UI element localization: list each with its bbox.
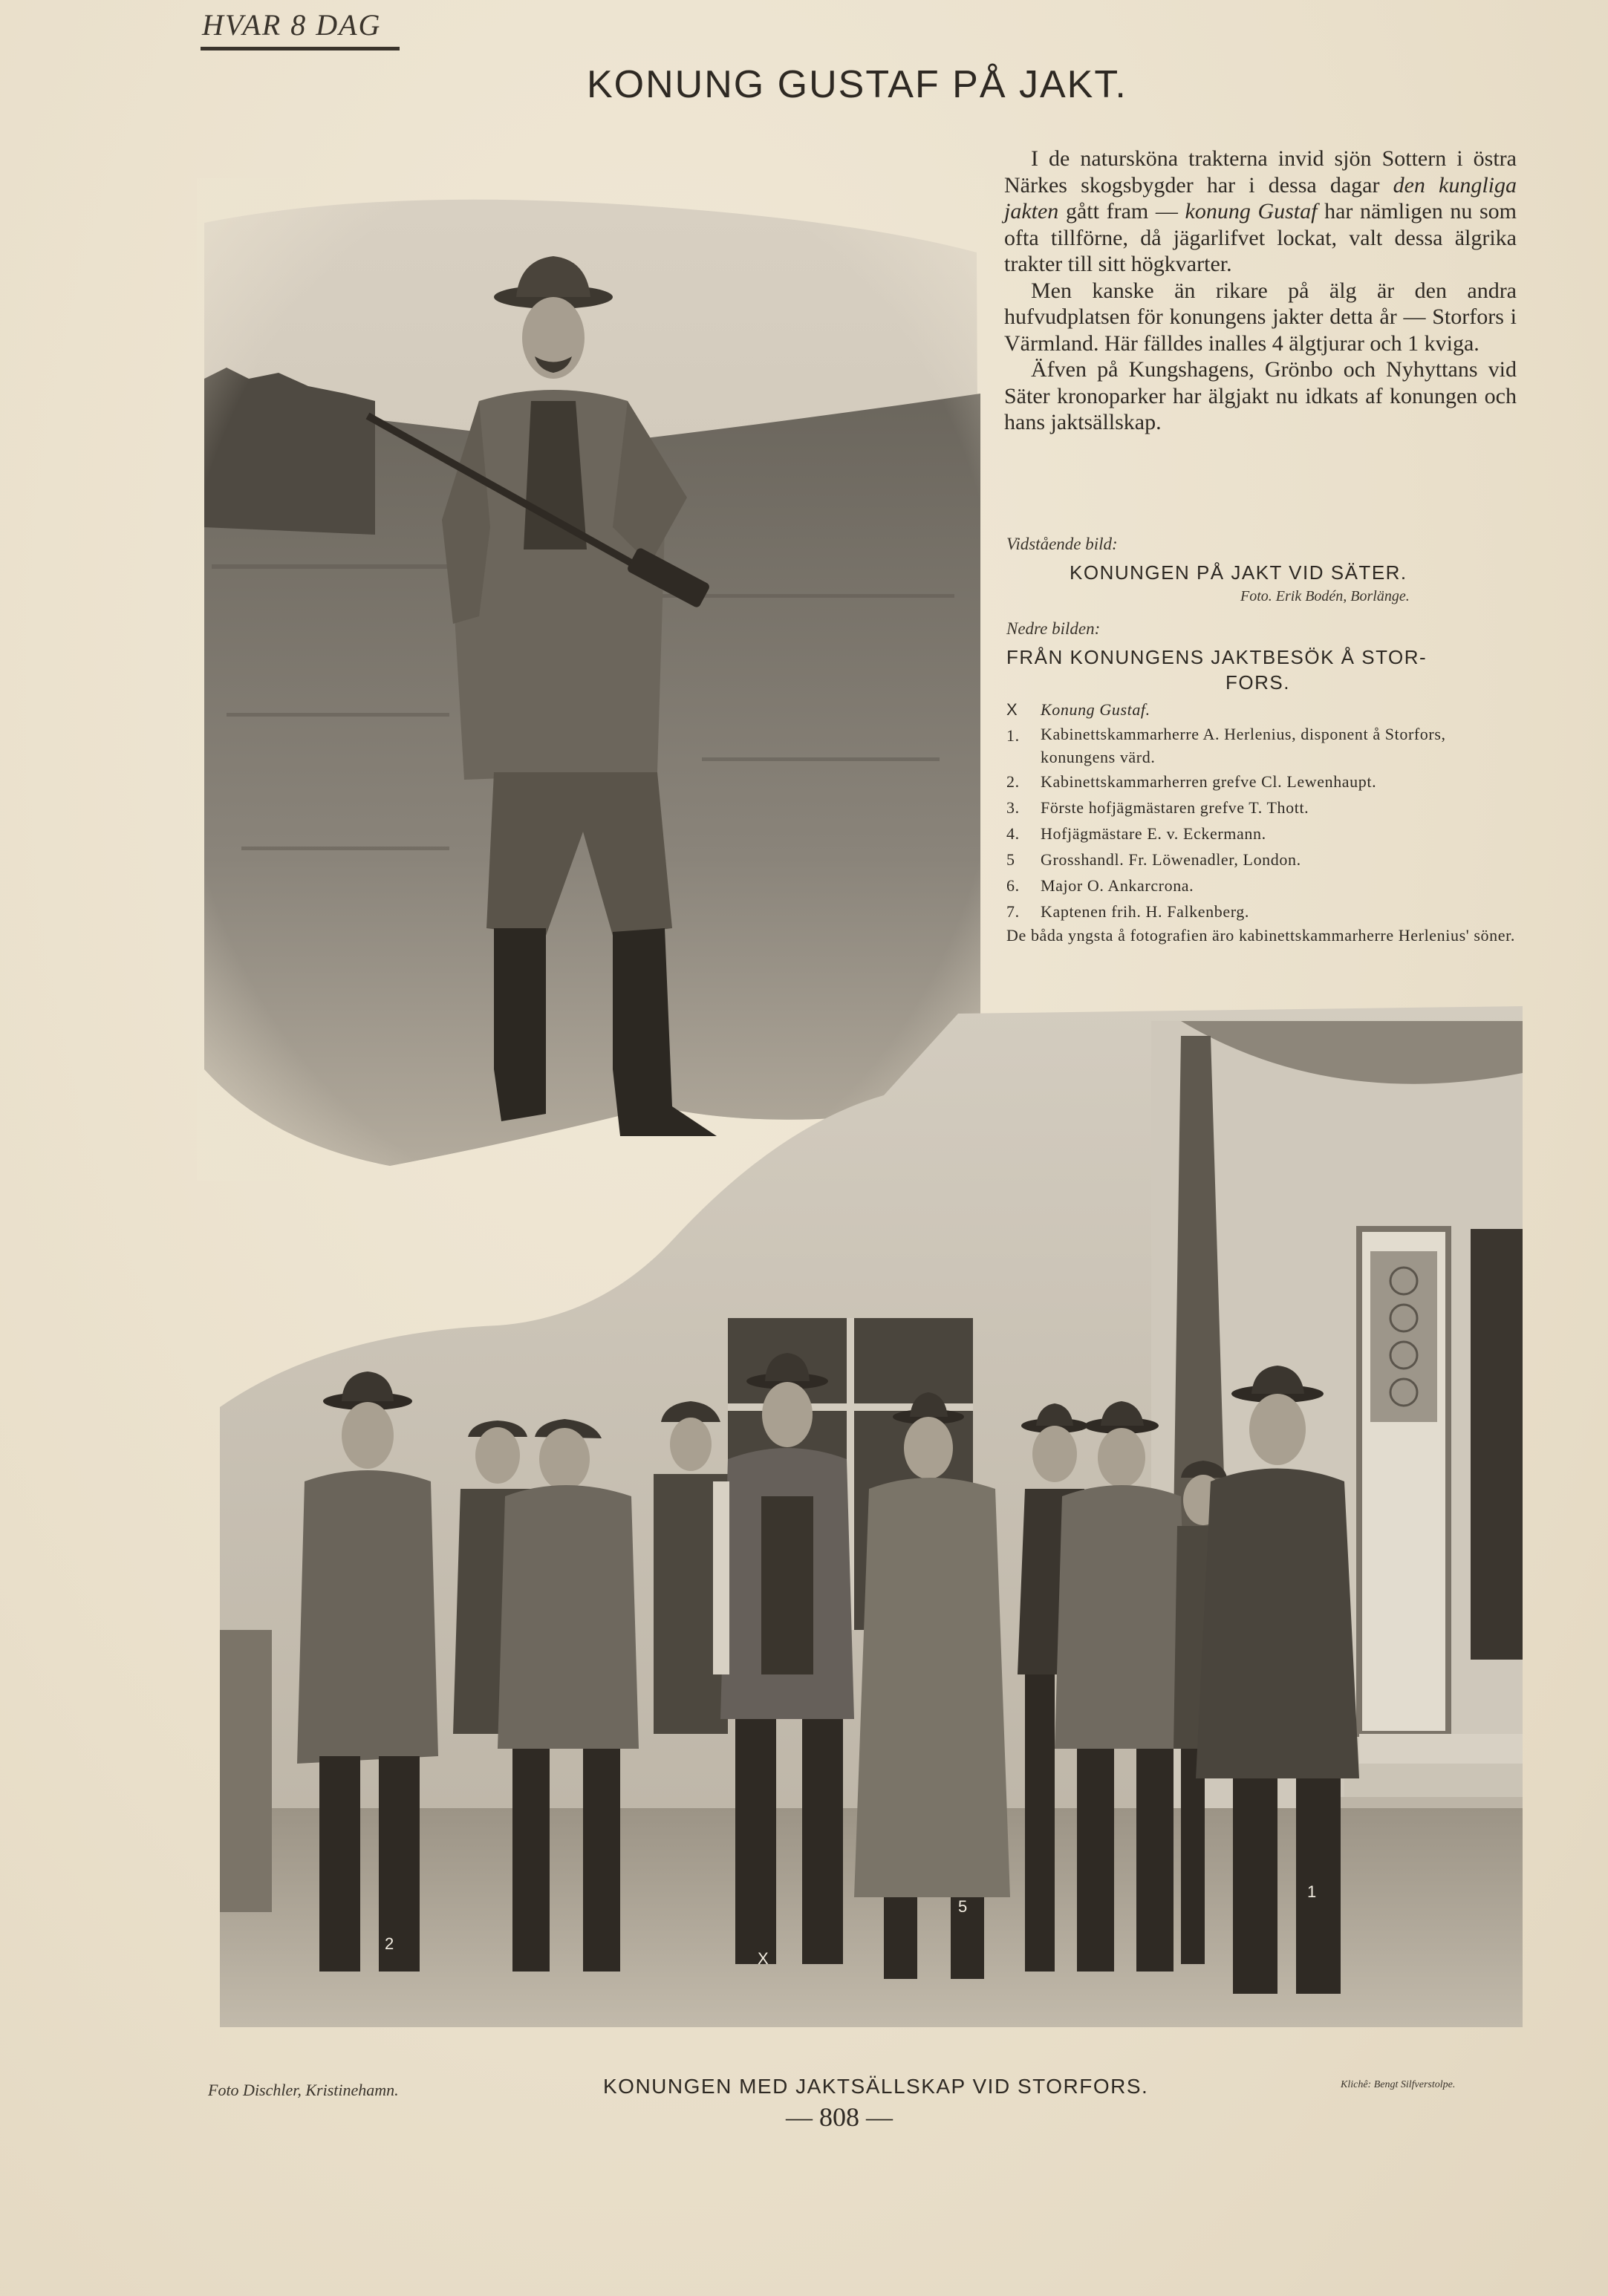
running-head: HVAR 8 DAG (201, 7, 400, 50)
legend-title-line-1: FRÅN KONUNGENS JAKTBESÖK Å STOR- (1006, 646, 1428, 668)
photo-label-x: X (758, 1949, 769, 1968)
legend-item: 3. Förste hofjägmästaren grefve T. Thott. (1006, 798, 1309, 817)
legend-item: 5 Grosshandl. Fr. Löwenadler, London. (1006, 850, 1301, 869)
legend-list (1006, 697, 1519, 946)
bottom-photo-credit: Foto Dischler, Kristinehamn. (208, 2081, 399, 2099)
top-caption-title: KONUNGEN PÅ JAKT VID SÄTER. (1070, 561, 1407, 584)
legend-item: 2. Kabinettskammarherren grefve Cl. Lewenhaupt. (1006, 772, 1377, 791)
article-paragraph-2: Men kanske än rikare på älg är den andra hufvudplatsen för konungens jakter detta år — Storfors i Värmland. Här fälldes inalles 4 älgtjurar och 1 kviga. (1004, 278, 1517, 356)
page-number: — 808 — (786, 2102, 893, 2132)
top-photo-credit: Foto. Erik Bodén, Borlänge. (1240, 588, 1410, 604)
hunting-party-photo (215, 1006, 1523, 2027)
legend-king-row (1006, 697, 1519, 723)
article-body (1004, 146, 1517, 436)
legend-note: De båda yngsta å fotografien äro kabinettskammarherre Herlenius' söner. (1006, 926, 1515, 945)
photo-label-2: 2 (385, 1934, 394, 1953)
legend-title-line-2: FORS. (1225, 671, 1290, 694)
bottom-caption: KONUNGEN MED JAKTSÄLLSKAP VID STORFORS. (603, 2075, 1149, 2098)
legend-item: 7. Kaptenen frih. H. Falkenberg. (1006, 902, 1249, 921)
engraver-credit: Klichê: Bengt Silfverstolpe. (1341, 2079, 1456, 2090)
king-marker: X (1006, 700, 1018, 719)
photo-label-1: 1 (1307, 1882, 1317, 1901)
legend-item: 6. Major O. Ankarcrona. (1006, 876, 1194, 895)
bottom-photograph (215, 1006, 1523, 2027)
top-caption-label: Vidstående bild: (1006, 535, 1118, 553)
page-title: KONUNG GUSTAF PÅ JAKT. (587, 63, 1127, 106)
king-label: Konung Gustaf. (1041, 700, 1150, 719)
legend-label: Nedre bilden: (1006, 619, 1101, 638)
article-paragraph-3: Äfven på Kungshagens, Grönbo och Nyhyttans vid Säter kronoparker har älgjakt nu idkats af konungen och hans jaktsällskap. (1004, 357, 1517, 434)
legend-item: 1. Kabinettskammarherre A. Herlenius, disponent å Storfors, konungens värd. (1006, 725, 1446, 766)
article-paragraph-1: I de naturskönа trakterna invid sjön Sottern i östra Närkes skogsbygder har i dessa dagar den kungliga jakten gått fram — konung Gustaf har nämligen nu som ofta tillförne, då jägarlifvet lockat, valt dessa älgrika trakter till sitt högkvarter. (1004, 146, 1517, 276)
photo-label-5: 5 (958, 1897, 968, 1916)
legend-item: 4. Hofjägmästare E. v. Eckermann. (1006, 824, 1266, 843)
